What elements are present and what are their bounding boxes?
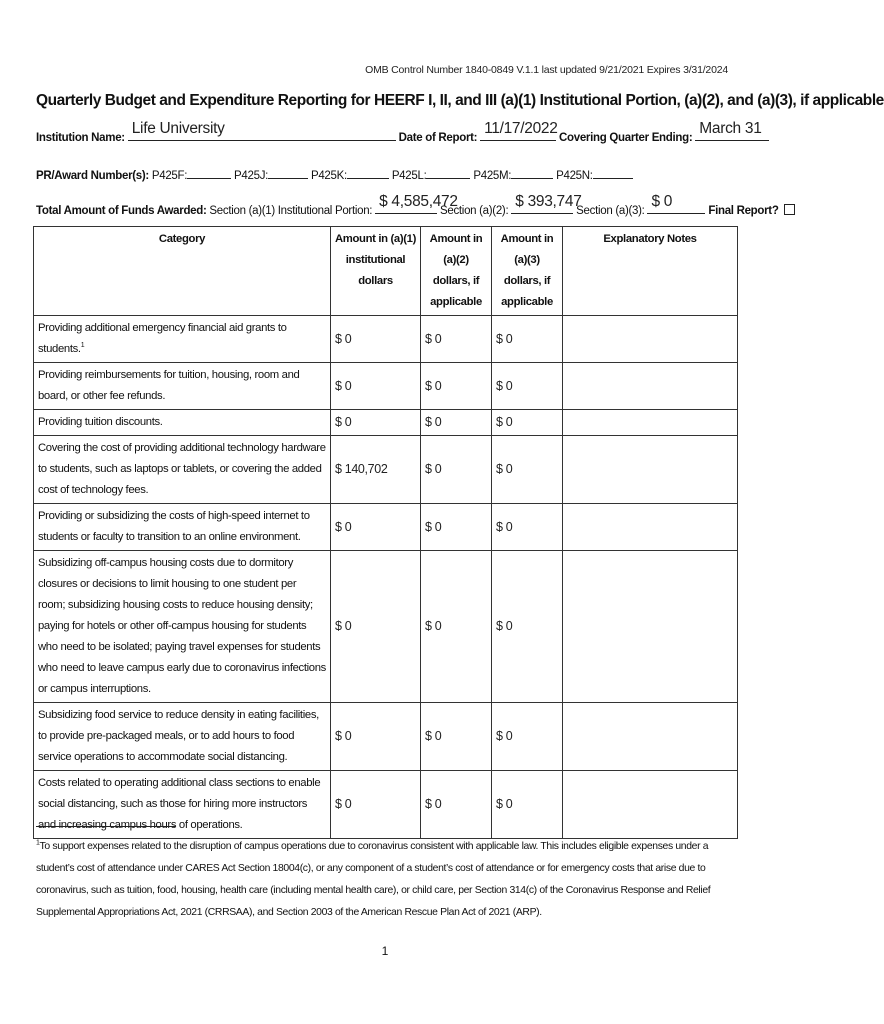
notes-cell[interactable] xyxy=(563,703,738,771)
total-funds-line xyxy=(36,193,795,217)
quarter-value: March 31 xyxy=(699,120,762,137)
form-title: Quarterly Budget and Expenditure Reporting for HEERF I, II, and III (a)(1) Institutional Portion, (a)(2), and (a)(3), if applicable xyxy=(36,92,884,109)
notes-cell[interactable] xyxy=(563,410,738,436)
category-cell: Subsidizing off-campus housing costs due to dormitory closures or decisions to limit housing to one student per room; subsidizing housing costs to reduce housing density; paying for hotels or other off-campus housing for students who need to be isolated; paying travel expenses for students who need to leave campus early due to coronavirus infections or campus interruptions. xyxy=(34,551,331,703)
footnote xyxy=(36,836,736,924)
footnote-text: To support expenses related to the disruption of campus operations due to coronavirus consistent with applicable law. This includes eligible expenses under a student’s cost of attendance under CARES Act Section 18004(c), or any component of a student’s cost of attendance or for emergency costs that arise due to coronavirus, such as tuition, food, housing, health care (including mental health care), or child care, per Section 314(c) of the Coronavirus Response and Relief Supplemental Appropriations Act, 2021 (CRRSAA), and Section 2003 of the American Rescue Plan Act of 2021 (ARP). xyxy=(36,841,711,918)
p425k-label: P425K: xyxy=(310,170,347,182)
category-cell: Providing additional emergency financial aid grants to students.$^1$ xyxy=(34,316,331,363)
p425m-field[interactable] xyxy=(511,168,553,179)
a3-amount-cell[interactable]: $ 0 xyxy=(492,316,563,363)
a2-amount-cell[interactable]: $ 0 xyxy=(421,771,492,839)
a3-section-label: Section (a)(3): xyxy=(576,205,645,217)
a2-section-value: $ 393,747 xyxy=(515,193,582,210)
award-line xyxy=(36,168,633,182)
table-row xyxy=(34,504,738,551)
category-cell: Costs related to operating additional class sections to enable social distancing, such as those for hiring more instructors and increasing campus hours of operations. xyxy=(34,771,331,839)
a2-amount-cell[interactable]: $ 0 xyxy=(421,703,492,771)
p425f-field[interactable] xyxy=(187,168,231,179)
p425l-label: P425L: xyxy=(391,170,427,182)
p425j-field[interactable] xyxy=(268,168,308,179)
a3-amount-cell[interactable]: $ 0 xyxy=(492,436,563,504)
date-field[interactable] xyxy=(480,120,558,141)
table-row xyxy=(34,363,738,410)
institution-line xyxy=(36,120,769,144)
a1-amount-cell[interactable]: $ 0 xyxy=(331,771,421,839)
category-cell: Subsidizing food service to reduce density in eating facilities, to provide pre-packaged meals, or to add hours to food service operations to accommodate social distancing. xyxy=(34,703,331,771)
notes-cell[interactable] xyxy=(563,504,738,551)
table-row xyxy=(34,436,738,504)
p425k-field[interactable] xyxy=(347,168,389,179)
page-number: 1 xyxy=(381,944,389,958)
footnote-marker: 1 xyxy=(80,342,85,350)
notes-cell[interactable] xyxy=(563,316,738,363)
final-report-label: Final Report? xyxy=(708,205,779,217)
p425f-label: P425F: xyxy=(151,170,188,182)
a3-amount-cell[interactable]: $ 0 xyxy=(492,551,563,703)
a2-section-field[interactable] xyxy=(511,193,582,214)
table-row xyxy=(34,771,738,839)
category-cell: Covering the cost of providing additional technology hardware to students, such as laptops or tablets, or covering the added cost of technology fees. xyxy=(34,436,331,504)
a3-amount-cell[interactable]: $ 0 xyxy=(492,410,563,436)
a2-amount-cell[interactable]: $ 0 xyxy=(421,551,492,703)
p425n-field[interactable] xyxy=(593,168,633,179)
table-row xyxy=(34,703,738,771)
quarter-label: Covering Quarter Ending: xyxy=(559,132,693,144)
a1-amount-header: Amount in (a)(1) institutional dollars xyxy=(331,227,421,316)
a3-section-field[interactable] xyxy=(647,193,705,214)
notes-header: Explanatory Notes xyxy=(563,227,738,316)
date-value: 11/17/2022 xyxy=(484,120,558,137)
a2-amount-cell[interactable]: $ 0 xyxy=(421,436,492,504)
a1-amount-cell[interactable]: $ 0 xyxy=(331,363,421,410)
category-cell: Providing reimbursements for tuition, housing, room and board, or other fee refunds. xyxy=(34,363,331,410)
final-report-checkbox[interactable] xyxy=(784,204,795,215)
a1-amount-cell[interactable]: $ 0 xyxy=(331,551,421,703)
a3-amount-cell[interactable]: $ 0 xyxy=(492,363,563,410)
category-header: Category xyxy=(34,227,331,316)
p425j-label: P425J: xyxy=(234,170,269,182)
p425m-label: P425M: xyxy=(473,170,512,182)
footnote-divider xyxy=(36,826,176,827)
footnote-number: 1 xyxy=(36,839,40,847)
a1-amount-cell[interactable]: $ 140,702 xyxy=(331,436,421,504)
a3-amount-cell[interactable]: $ 0 xyxy=(492,504,563,551)
a3-amount-header: Amount in (a)(3) dollars, if applicable xyxy=(492,227,563,316)
total-funds-label: Total Amount of Funds Awarded: xyxy=(36,205,207,217)
a1-portion-value: $ 4,585,472 xyxy=(379,193,458,210)
institution-value: Life University xyxy=(131,120,225,137)
a2-section-label: Section (a)(2): xyxy=(440,205,509,217)
table-row xyxy=(34,410,738,436)
a2-amount-cell[interactable]: $ 0 xyxy=(421,504,492,551)
notes-cell[interactable] xyxy=(563,771,738,839)
a1-portion-label: Section (a)(1) Institutional Portion: xyxy=(209,205,373,217)
budget-table xyxy=(33,226,738,839)
a1-amount-cell[interactable]: $ 0 xyxy=(331,410,421,436)
date-label: Date of Report: xyxy=(398,132,478,144)
a2-amount-cell[interactable]: $ 0 xyxy=(421,363,492,410)
a1-portion-field[interactable] xyxy=(375,193,458,214)
a3-section-value: $ 0 xyxy=(651,193,673,210)
table-row xyxy=(34,551,738,703)
notes-cell[interactable] xyxy=(563,436,738,504)
institution-label: Institution Name: xyxy=(36,132,125,144)
p425n-label: P425N: xyxy=(556,170,593,182)
a3-amount-cell[interactable]: $ 0 xyxy=(492,703,563,771)
p425l-field[interactable] xyxy=(426,168,470,179)
category-cell: Providing tuition discounts. xyxy=(34,410,331,436)
table-row xyxy=(34,316,738,363)
award-label: PR/Award Number(s): xyxy=(36,170,149,182)
institution-field[interactable] xyxy=(128,120,396,141)
a2-amount-cell[interactable]: $ 0 xyxy=(421,410,492,436)
a3-amount-cell[interactable]: $ 0 xyxy=(492,771,563,839)
a1-amount-cell[interactable]: $ 0 xyxy=(331,316,421,363)
table-header-row xyxy=(34,227,738,316)
a2-amount-header: Amount in (a)(2) dollars, if applicable xyxy=(421,227,492,316)
notes-cell[interactable] xyxy=(563,551,738,703)
notes-cell[interactable] xyxy=(563,363,738,410)
a2-amount-cell[interactable]: $ 0 xyxy=(421,316,492,363)
omb-control-line: OMB Control Number 1840-0849 V.1.1 last updated 9/21/2021 Expires 3/31/2024 xyxy=(365,64,728,76)
a1-amount-cell[interactable]: $ 0 xyxy=(331,703,421,771)
category-cell: Providing or subsidizing the costs of high-speed internet to students or faculty to transition to an online environment. xyxy=(34,504,331,551)
a1-amount-cell[interactable]: $ 0 xyxy=(331,504,421,551)
quarter-field[interactable] xyxy=(695,120,769,141)
